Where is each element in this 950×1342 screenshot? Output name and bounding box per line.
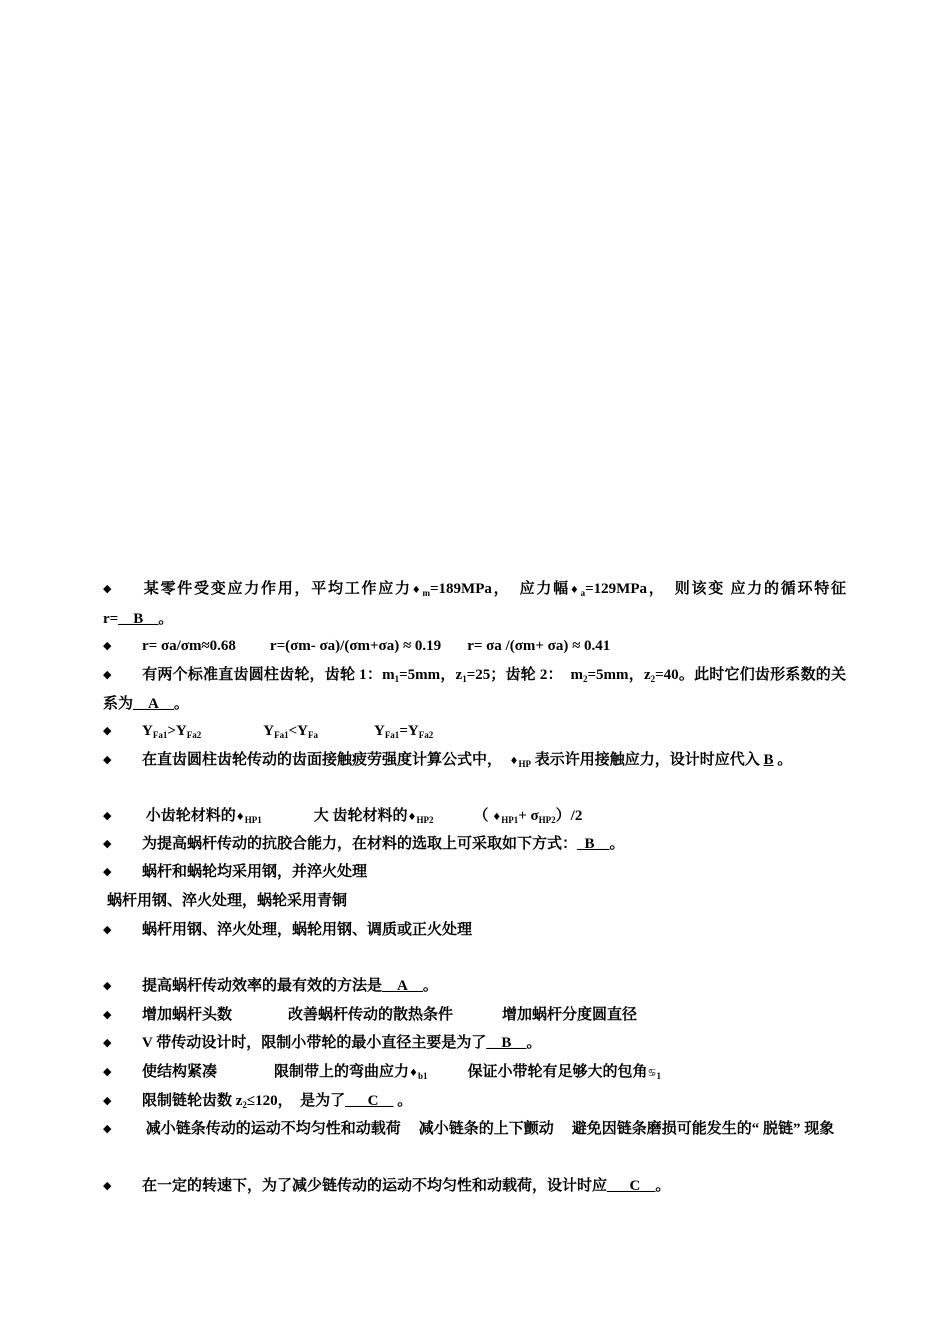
bullet-icon: ◆ xyxy=(103,582,112,595)
bullet-icon: ◆ xyxy=(103,923,112,936)
answer-blank: __B__ xyxy=(486,1035,527,1051)
option-a: 小齿轮材料的$♦_{HP1}$ xyxy=(142,808,262,825)
bullet-icon: ◆ xyxy=(103,1036,112,1049)
answer-blank: __A__ xyxy=(382,978,423,994)
answer-blank: _B__ xyxy=(577,836,610,852)
option-c: r= σa /(σm+ σa) ≈ 0.41 xyxy=(467,638,611,654)
bullet-icon: ◆ xyxy=(103,837,112,850)
question-2-options xyxy=(103,721,846,741)
question-5-options xyxy=(103,1005,846,1025)
answer-blank: B xyxy=(763,752,774,768)
bullet-icon: ◆ xyxy=(103,865,112,878)
question-6-options xyxy=(103,1062,846,1084)
bullet-icon: ◆ xyxy=(103,1122,112,1135)
option-c: 保证小带轮有足够大的包角$♋_1$ xyxy=(467,1064,661,1081)
question-1: ◆ 某零件受变应力作用，平均工作应力$♦_m=189MPa$， 应力幅$♦_a=129MPa$， 则该变 应力的循环特征 r=__B__。 xyxy=(103,574,846,634)
option-b: r=(σm- σa)/(σm+σa) ≈ 0.19 xyxy=(269,638,442,654)
question-3-options xyxy=(103,806,846,828)
bullet-icon: ◆ xyxy=(103,1065,112,1078)
option-a: $Y_{Fa1}>Y_{Fa2}$ xyxy=(142,723,202,740)
bullet-icon: ◆ xyxy=(103,639,112,652)
option-a: 使结构紧凑 xyxy=(142,1064,218,1080)
answer-blank: ___C__ xyxy=(607,1178,656,1194)
option-b: 改善蜗杆传动的散热条件 xyxy=(288,1007,454,1023)
bullet-icon: ◆ xyxy=(103,724,112,737)
option-b: $Y_{Fa1}<Y_{Fa}$ xyxy=(263,723,318,740)
option-b: 减小链条的上下颤动 xyxy=(418,1121,554,1137)
bullet-icon: ◆ xyxy=(103,979,112,992)
question-1-options xyxy=(103,636,846,656)
question-5: ◆ 提高蜗杆传动效率的最有效的方法是__A__。 xyxy=(103,978,438,994)
option-b: 大 齿轮材料的$♦_{HP2}$ xyxy=(313,808,434,825)
option-c: （ $♦_{HP1}+ \sigma_{HP2})/2$ xyxy=(473,808,583,825)
option-c: 增加蜗杆分度圆直径 xyxy=(502,1007,638,1023)
question-4-option-a: ◆ 蜗杆和蜗轮均采用钢，并淬火处理 xyxy=(103,864,368,880)
question-4: ◆ 为提高蜗杆传动的抗胶合能力，在材料的选取上可采取如下方式：_B__。 xyxy=(103,836,625,852)
option-b: 限制带上的弯曲应力$♦_{b1}$ xyxy=(274,1064,428,1081)
answer-blank: __A__ xyxy=(133,696,174,712)
option-c: 避免因链条磨损可能发生的“ 脱链” 现象 xyxy=(571,1121,835,1137)
bullet-icon: ◆ xyxy=(103,1094,112,1107)
question-7-options xyxy=(103,1114,846,1144)
question-4-option-b: 蜗杆用钢、淬火处理，蜗轮采用青铜 xyxy=(107,893,348,909)
question-3: ◆ 在直齿圆柱齿轮传动的齿面接触疲劳强度计算公式中， $♦_{HP}$ 表示许用接触应力，设计时应代入 B 。 xyxy=(103,745,846,776)
answer-blank: __B__ xyxy=(118,611,159,627)
option-c: $Y_{Fa1}=Y_{Fa2}$ xyxy=(373,723,434,740)
option-a: 减小链条传动的运动不均匀性和动载荷 xyxy=(142,1121,401,1137)
bullet-icon: ◆ xyxy=(103,753,112,766)
bullet-icon: ◆ xyxy=(103,1008,112,1021)
question-4-option-c: ◆ 蜗杆用钢、淬火处理，蜗轮用钢、调质或正火处理 xyxy=(103,922,473,938)
bullet-icon: ◆ xyxy=(103,668,112,681)
option-a: 增加蜗杆头数 xyxy=(142,1007,233,1023)
bullet-icon: ◆ xyxy=(103,1179,112,1192)
question-2: ◆ 有两个标准直齿圆柱齿轮，齿轮 1：$m_1=5mm$，$z_1=25$；齿轮 2： $m_2=5mm$，$z_2=40$。此时它们齿形系数的关系为__A__。 xyxy=(103,660,846,719)
question-6: ◆ V 带传动设计时，限制小带轮的最小直径主要是为了__B__。 xyxy=(103,1035,542,1051)
answer-blank: ___C__ xyxy=(345,1093,394,1109)
option-a: r= σa/σm≈0.68 xyxy=(142,638,236,654)
bullet-icon: ◆ xyxy=(103,809,112,822)
question-7: ◆ 限制链轮齿数 $z_2\le 120$， 是为了___C__ 。 xyxy=(103,1093,413,1110)
question-8: ◆ 在一定的转速下，为了减少链传动的运动不均匀性和动载荷，设计时应___C__。 xyxy=(103,1178,671,1194)
